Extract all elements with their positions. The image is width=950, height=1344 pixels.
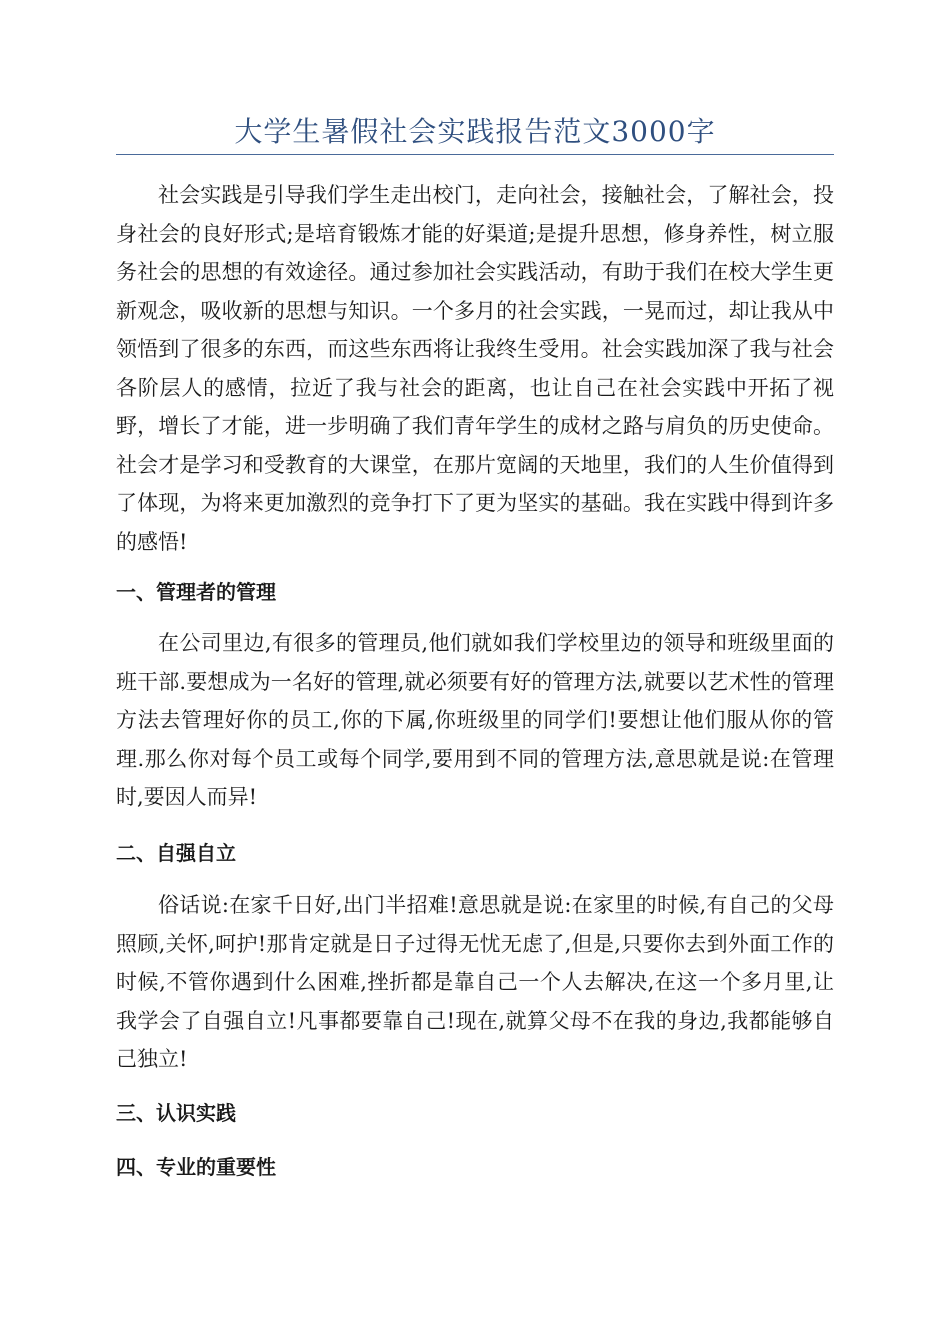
section-body-management: 在公司里边,有很多的管理员,他们就如我们学校里边的领导和班级里面的班干部.要想成为一名好的管理,就必须要有好的管理方法,就要以艺术性的管理方法去管理好你的员工,你的下属,你班级里的同学们!要想让他们服从你的管理.那么你对每个员工或每个同学,要用到不同的管理方法,意思就是说:在管理时,要因人而异!	[116, 631, 834, 809]
section-body-self-reliance: 俗话说:在家千日好,出门半招难!意思就是说:在家里的时候,有自己的父母照顾,关怀,呵护!那肯定就是日子过得无忧无虑了,但是,只要你去到外面工作的时候,不管你遇到什么困难,挫折都是靠自己一个人去解决,在这一个多月里,让我学会了自强自立!凡事都要靠自己!现在,就算父母不在我的身边,我都能够自己独立!	[116, 893, 834, 1071]
intro-paragraph: 社会实践是引导我们学生走出校门，走向社会，接触社会，了解社会，投身社会的良好形式;是培育锻炼才能的好渠道;是提升思想，修身养性，树立服务社会的思想的有效途径。通过参加社会实践活动，有助于我们在校大学生更新观念，吸收新的思想与知识。一个多月的社会实践，一晃而过，却让我从中领悟到了很多的东西，而这些东西将让我终生受用。社会实践加深了我与社会各阶层人的感情，拉近了我与社会的距离，也让自己在社会实践中开拓了视野，增长了才能，进一步明确了我们青年学生的成材之路与肩负的历史使命。社会才是学习和受教育的大课堂，在那片宽阔的天地里，我们的人生价值得到了体现，为将来更加激烈的竞争打下了更为坚实的基础。我在实践中得到许多的感悟!	[116, 183, 834, 554]
section-heading-self-reliance: 二、自强自立	[116, 841, 236, 865]
document-title: 大学生暑假社会实践报告范文3000字	[234, 115, 716, 148]
title-underline	[116, 154, 834, 155]
section-heading-practice: 三、认识实践	[116, 1101, 236, 1125]
section-heading-management: 一、管理者的管理	[116, 580, 276, 604]
section-heading-major-importance: 四、专业的重要性	[116, 1155, 276, 1179]
